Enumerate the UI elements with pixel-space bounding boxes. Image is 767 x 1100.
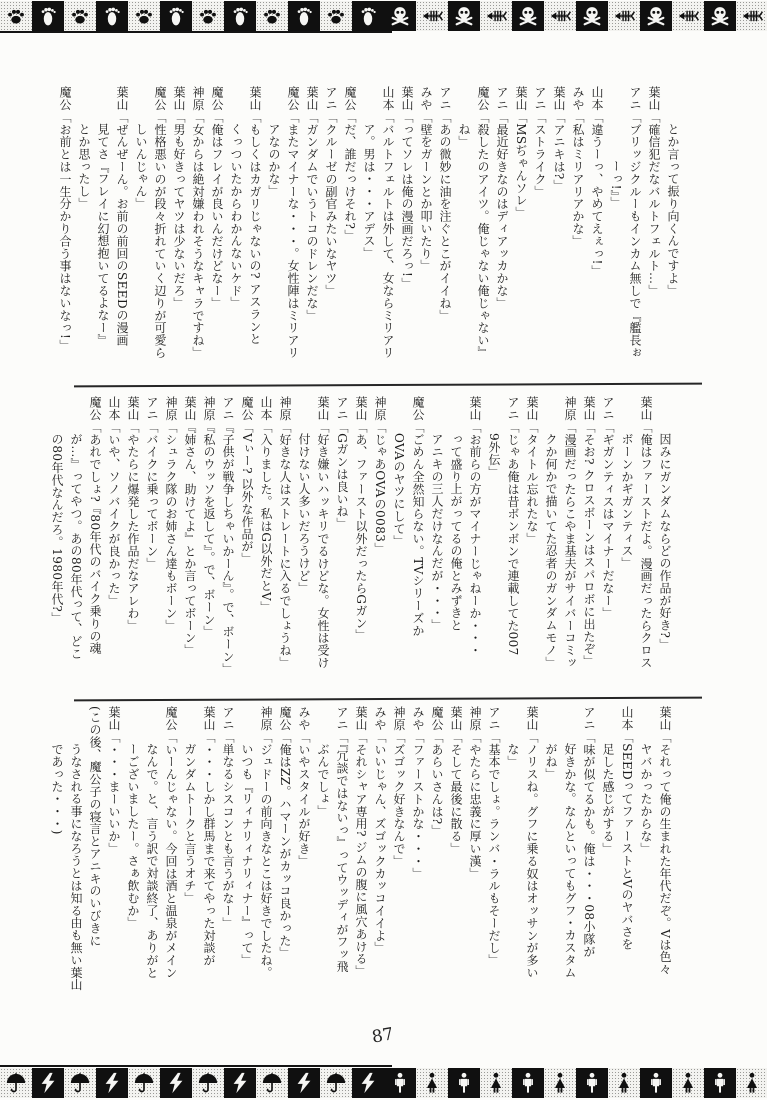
fishbone-icon bbox=[608, 1, 640, 31]
dialogue-line: アニ「ブリッジクルーもインカム無しで『艦長ぉ bbox=[628, 86, 642, 359]
dialogue-line: 神原『私のウッソを返して』。で、ボーン」 bbox=[202, 396, 216, 638]
dialogue-line: アニ「ストライク」 bbox=[533, 86, 547, 198]
lightning-icon bbox=[224, 1068, 256, 1098]
dialogue-line: な」 bbox=[506, 743, 520, 768]
man-icon bbox=[576, 1068, 608, 1098]
dialogue-line: アニ「味が似てるかも。俺は・・・08小隊が bbox=[582, 706, 596, 958]
dialogue-line: 山本「入りました。私はG以外だとV」 bbox=[259, 396, 273, 614]
dialogue-line: 葉山「男も好きってヤツは少ないだろ」 bbox=[172, 86, 186, 310]
dialogue-line: 葉山『姉さん、助けてよ』とか言ってボーン」 bbox=[183, 396, 197, 657]
paw-icon bbox=[0, 1, 32, 31]
skull-icon bbox=[512, 1, 544, 31]
dialogue-line: OVAのヤツにして」 bbox=[392, 433, 406, 548]
dialogue-line: アニキの三人だけなんだが・・・」 bbox=[430, 433, 444, 632]
dialogue-line: 魔公「だ、誰だっけそれ?」 bbox=[343, 86, 357, 242]
dialogue-line: 魔公「殺したのアイツ。俺じゃない俺じゃない』 bbox=[476, 86, 490, 359]
dialogue-line: の80年代なんだろ。1980年代?」 bbox=[50, 433, 64, 625]
dialogue-line: 葉山「あ、ファースト以外だったらGガン」 bbox=[354, 396, 368, 642]
dialogue-band-1 bbox=[27, 86, 682, 386]
dialogue-line: クか何かで描いてた忍者のガンダムモノ」 bbox=[544, 433, 558, 669]
man-icon bbox=[640, 1068, 672, 1098]
dialogue-line: 山本「SEEDってファーストとVのヤバさを bbox=[620, 706, 634, 951]
lightning-icon bbox=[352, 1068, 384, 1098]
dialogue-line: 葉山「タイトル忘れたな」 bbox=[525, 396, 539, 545]
dialogue-line: ぶんでしょ」 bbox=[316, 743, 330, 818]
dialogue-line: 好きかな。なんといってもグフ・カスタム bbox=[563, 743, 577, 979]
fishbone-icon bbox=[672, 1, 704, 31]
footprint-icon bbox=[224, 1, 256, 31]
dialogue-band-3 bbox=[19, 706, 674, 1046]
dialogue-line: しいんじゃん」 bbox=[134, 123, 148, 210]
man-icon bbox=[704, 1068, 736, 1098]
skull-icon bbox=[640, 1, 672, 31]
lightning-icon bbox=[288, 1068, 320, 1098]
dialogue-line: 神原「シュラク隊のお姉さん達もボーン」 bbox=[164, 396, 178, 632]
dialogue-line: みや「私はミリアリアかな」 bbox=[571, 86, 585, 248]
umbrella-icon bbox=[256, 1068, 288, 1098]
dialogue-line: 9外伝」 bbox=[487, 433, 501, 479]
dialogue-line: 魔公「俺はZZ。ハマーンがカッコ良かった」 bbox=[278, 706, 292, 960]
umbrella-icon bbox=[64, 1068, 96, 1098]
dialogue-line: アニ「最近好きなのはディアッカかな」 bbox=[495, 86, 509, 310]
dialogue-line: 魔公「ごめん全然知らない。TVシリーズか bbox=[411, 396, 425, 637]
dialogue-line: 山本「バルトフェルトは外して、女ならミリアリ bbox=[381, 86, 395, 359]
fishbone-icon bbox=[736, 1, 767, 31]
lightning-icon bbox=[96, 1068, 128, 1098]
bottom-decorative-border bbox=[0, 1068, 767, 1098]
dialogue-line: 葉山「そして最後に散る」 bbox=[449, 706, 463, 855]
skull-icon bbox=[384, 1, 416, 31]
dialogue-line: 魔公「性格悪いのが段々折れていく辺りが可愛ら bbox=[153, 86, 167, 359]
dialogue-line: が…』ってやつ。あの80年代って、どこ bbox=[69, 433, 83, 661]
dialogue-line: 葉山「もしくはカガリじゃないの? アスランと bbox=[248, 86, 262, 346]
dialogue-line: 葉山「お前らの方がマイナーじゃねーか・・・ bbox=[468, 396, 482, 657]
paw-icon bbox=[192, 1, 224, 31]
dialogue-line: 葉山「俺はファーストだよ。漫画だったらクロス bbox=[639, 396, 653, 669]
fishbone-icon bbox=[480, 1, 512, 31]
umbrella-icon bbox=[192, 1068, 224, 1098]
dialogue-line: 葉山「やたらに爆発した作品だなアレわ」 bbox=[126, 396, 140, 632]
dialogue-line: なんで。と、言う訳で対談終了、ありがと bbox=[145, 743, 159, 979]
dialogue-line: 魔公「またマイナーな・・・。女性陣はミリアリ bbox=[286, 86, 300, 359]
footprint-icon bbox=[160, 1, 192, 31]
dialogue-line: 魔公「あらいさんは?」 bbox=[430, 706, 444, 837]
paw-icon bbox=[320, 1, 352, 31]
dialogue-line: 葉山「アニキは?」 bbox=[552, 86, 566, 193]
footprint-icon bbox=[352, 1, 384, 31]
umbrella-icon bbox=[0, 1068, 32, 1098]
dialogue-line: って盛り上がってるの俺とみずきと bbox=[449, 433, 463, 632]
dialogue-line: アニ「あの微妙に油を注ぐとこがイイね」 bbox=[438, 86, 452, 322]
footprint-icon bbox=[32, 1, 64, 31]
dialogue-line: みや「壁をガーンとか叩いたり」 bbox=[419, 86, 433, 272]
dialogue-line: アニ『子供が戦争しちゃいかーん』。で、ボーン」 bbox=[221, 396, 235, 676]
woman-icon bbox=[480, 1068, 512, 1098]
skull-icon bbox=[704, 1, 736, 31]
woman-icon bbox=[544, 1068, 576, 1098]
dialogue-line: アニ「単なるシスコンとも言うがなー」 bbox=[221, 706, 235, 930]
dialogue-line: アニ「じゃあ俺は昔ボンボンで連載してた007 bbox=[506, 396, 520, 656]
page-number: 87 bbox=[370, 1024, 396, 1048]
dialogue-line: 葉山「そお? クロスボーンはスパロボに出たぞ」 bbox=[582, 396, 596, 668]
dialogue-line: アなのかな」 bbox=[267, 123, 281, 198]
dialogue-line: 神原「ズゴック好きなんで」 bbox=[392, 706, 406, 868]
umbrella-icon bbox=[128, 1068, 160, 1098]
top-decorative-border bbox=[0, 1, 767, 31]
dialogue-line: ーございましたー。さぁ飲むか」 bbox=[126, 743, 140, 930]
dialogue-line: アニ「Gガンは良いね」 bbox=[335, 396, 349, 530]
dialogue-line: 足した感じがする」 bbox=[601, 743, 615, 855]
lightning-icon bbox=[160, 1068, 192, 1098]
dialogue-line: 葉山「ノリスね。グフに乗る奴はオッサンが多い bbox=[525, 706, 539, 979]
lightning-icon bbox=[32, 1068, 64, 1098]
man-icon bbox=[512, 1068, 544, 1098]
paw-icon bbox=[128, 1, 160, 31]
dialogue-line: 因みにガンダムならどの作品が好き?」 bbox=[658, 433, 672, 651]
dialogue-line: ガンダムトークと言うオチ」 bbox=[183, 743, 197, 905]
fishbone-icon bbox=[416, 1, 448, 31]
dialogue-line: 山本「違うーっ、やめてえぇっ!」 bbox=[590, 86, 604, 278]
man-icon bbox=[448, 1068, 480, 1098]
dialogue-line: 付けない人多いだろうけど」 bbox=[297, 433, 311, 595]
dialogue-line: アニ「バイクに乗ってボーン」 bbox=[145, 396, 159, 570]
skull-icon bbox=[576, 1, 608, 31]
woman-icon bbox=[672, 1068, 704, 1098]
dialogue-line: とか思ったし」 bbox=[77, 123, 91, 210]
dialogue-line: みや「ファーストかな・・・」 bbox=[411, 706, 425, 880]
dialogue-line: ア。男は・・・アデス」 bbox=[362, 123, 376, 260]
dialogue-line: いつも『リィナリィナリィナー』って」 bbox=[240, 743, 254, 967]
dialogue-line: 神原「じゃあOVAの0083」 bbox=[373, 396, 387, 555]
dialogue-line: 魔公「あれでしょ?『80年代のバイク乗りの魂 bbox=[88, 396, 102, 655]
dialogue-line: アニ「『冗談ではないっ』ってウッディがフッ飛 bbox=[335, 706, 349, 973]
dialogue-line: 魔公「Vぃー? 以外な作品が」 bbox=[240, 396, 254, 565]
skull-icon bbox=[448, 1, 480, 31]
dialogue-line: 葉山「MSぢゃんソレ」 bbox=[514, 86, 528, 219]
dialogue-line: ーっ!』」 bbox=[609, 160, 623, 210]
footprint-icon bbox=[288, 1, 320, 31]
woman-icon bbox=[608, 1068, 640, 1098]
dialogue-line: 葉山「確信犯だなバルトフェルト…」 bbox=[647, 86, 661, 297]
dialogue-line: 神原「好きな人はストレートに入るでしょうね」 bbox=[278, 396, 292, 669]
dialogue-line: ボーンかギガンティス」 bbox=[620, 433, 634, 570]
umbrella-icon bbox=[320, 1068, 352, 1098]
dialogue-line: とか言って振り向くんですよ」 bbox=[666, 123, 680, 297]
dialogue-line: ね」 bbox=[457, 123, 471, 148]
dialogue-line: 神原「女からは絶対嫌われそうなキャラですね」 bbox=[191, 86, 205, 359]
dialogue-line: 葉山「それって俺の生まれた年代だぞ。Vは色々 bbox=[658, 706, 672, 976]
fishbone-icon bbox=[544, 1, 576, 31]
dialogue-line: 魔公「お前とは一生分かり合う事はないなっ!」 bbox=[58, 86, 72, 352]
dialogue-line: みや「いやスタイルが好き」 bbox=[297, 706, 311, 868]
paw-icon bbox=[64, 1, 96, 31]
dialogue-line: くっついたからわかんないケド」 bbox=[229, 123, 243, 310]
dialogue-line: 見てさ『フレイに幻想抱いてるよなー』 bbox=[96, 123, 110, 347]
dialogue-line: みや「いいじゃん、ズゴックカッコイイよ」 bbox=[373, 706, 387, 954]
man-icon bbox=[384, 1068, 416, 1098]
dialogue-line: 葉山「ってソレは俺の漫画だろっ!」 bbox=[400, 86, 414, 290]
dialogue-line: 山本「いや、ソノバイクが良かった」 bbox=[107, 396, 121, 607]
woman-icon bbox=[416, 1068, 448, 1098]
dialogue-line: がね」 bbox=[544, 743, 558, 781]
dialogue-line: 葉山「・・・まーいいか」 bbox=[107, 706, 121, 855]
footprint-icon bbox=[96, 1, 128, 31]
dialogue-line: であった・・・) bbox=[50, 743, 64, 836]
dialogue-line: ヤバかったからな」 bbox=[639, 743, 653, 855]
dialogue-line: 葉山「ぜんぜーん。お前の前回のSEEDの漫画 bbox=[115, 86, 129, 347]
dialogue-line: うなされる事になろうとは知る由も無い葉山 bbox=[69, 743, 83, 992]
dialogue-line: 神原「やたらに忠義に厚い漢」 bbox=[468, 706, 482, 880]
woman-icon bbox=[736, 1068, 767, 1098]
dialogue-line: 魔公「俺はフレイが良いんだけどなー」 bbox=[210, 86, 224, 310]
dialogue-line: アニ「クルーゼの副官みたいなヤツ」 bbox=[324, 86, 338, 297]
top-border-rule bbox=[0, 31, 392, 33]
dialogue-line: 神原「ジュドーの前向きなとこは好きでしたね。 bbox=[259, 706, 273, 979]
paw-icon bbox=[256, 1, 288, 31]
bottom-border-rule bbox=[0, 1065, 392, 1067]
dialogue-line: (この後、魔公子の寝言とアニキのいびきに bbox=[88, 706, 102, 947]
dialogue-line: 葉山「・・・しかし群馬まで来てやった対談が bbox=[202, 706, 216, 967]
dialogue-line: 葉山「好き嫌いハッキリでるけどな。女性は受け bbox=[316, 396, 330, 669]
dialogue-line: アニ「ギガンティスはマイナーだなー」 bbox=[601, 396, 615, 620]
dialogue-line: 葉山「それシャア専用? ジムの腹に風穴あける」 bbox=[354, 706, 368, 978]
dialogue-line: 葉山「ガンダムでいうトコのドレンだな」 bbox=[305, 86, 319, 322]
dialogue-line: 魔公「いーんじゃない。今回は酒と温泉がメイン bbox=[164, 706, 178, 979]
dialogue-line: 神原「漫画だったらこやま基夫がサイバーコミッ bbox=[563, 396, 577, 669]
dialogue-band-2 bbox=[19, 396, 674, 698]
dialogue-line: アニ「基本でしょ。ランバ・ラルもそーだし」 bbox=[487, 706, 501, 967]
